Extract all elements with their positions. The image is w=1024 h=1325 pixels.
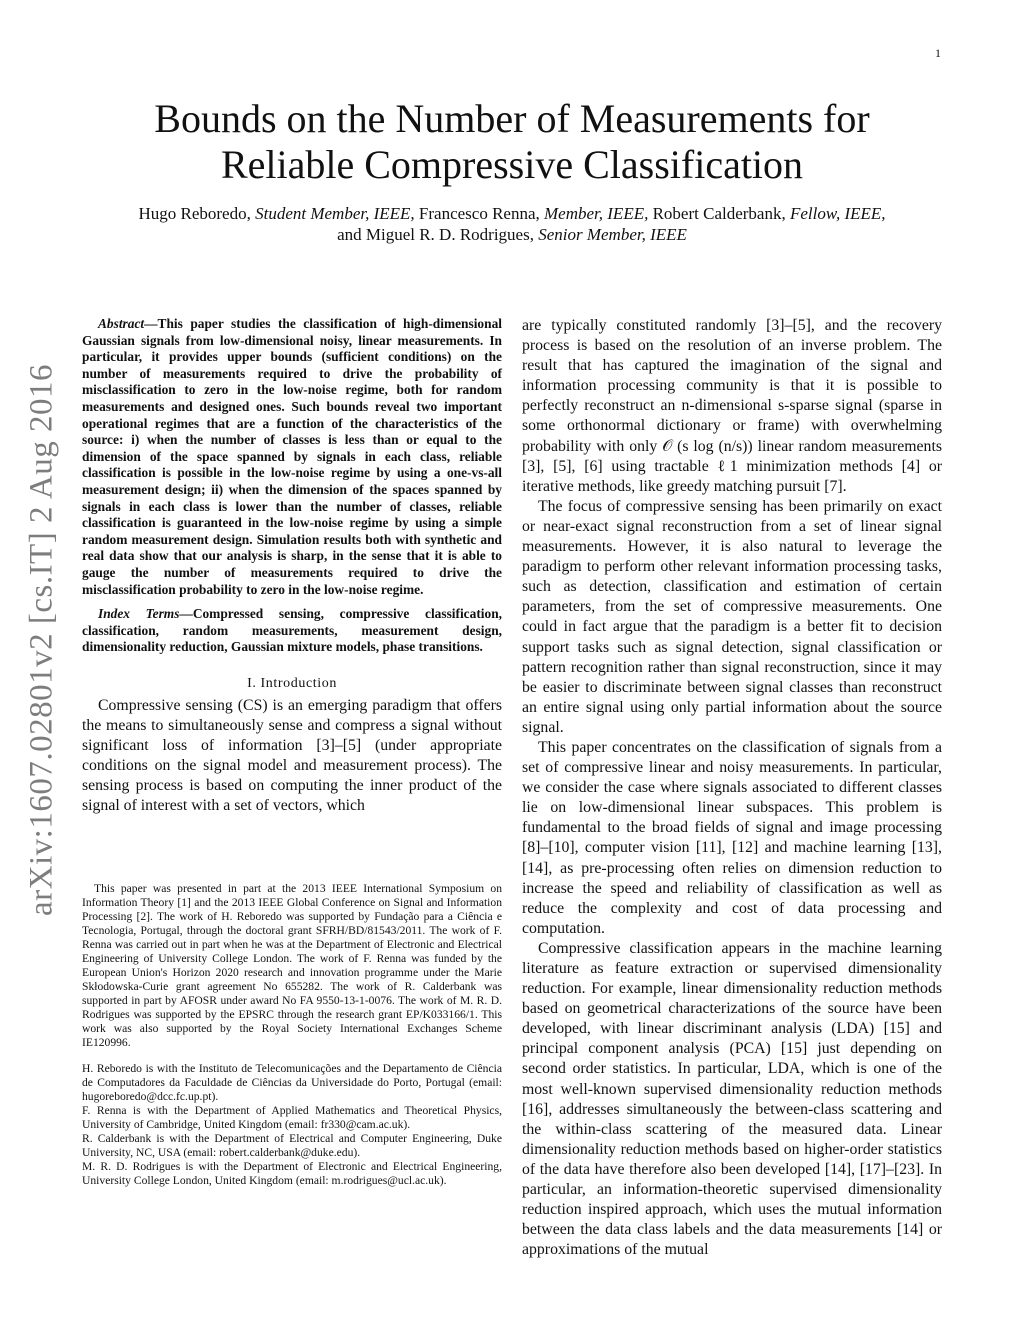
- intro-paragraph-3: This paper concentrates on the classification of signals from a set of compressive linear and noisy measurements. In particular, we consider the case where signals associated to different classes lie on low-dimensional linear subspaces. This problem is fundamental to the broad fields of signal and image processing [8]–[10], computer vision [11], [12] and machine learning [13], [14], as pre-processing often relies on dimension reduction to increase the speed and reliability of classification as well as reduce the complexity and cost of data processing and computation.: [522, 738, 942, 937]
- author-name: Francesco Renna,: [414, 204, 545, 223]
- author-membership: Senior Member, IEEE: [538, 225, 687, 244]
- arxiv-identifier-stamp: arXiv:1607.02801v2 [cs.IT] 2 Aug 2016: [23, 364, 60, 916]
- footnote-affiliation: R. Calderbank is with the Department of Electrical and Computer Engineering, Duke University, NC, USA (email: robert.calderbank@duke.edu).: [82, 1132, 502, 1159]
- title-line-1: Bounds on the Number of Measurements for: [154, 96, 870, 141]
- index-terms-lead: Index Terms: [98, 606, 180, 622]
- index-terms-text: —Compressed sensing, compressive classification, classification, random measurements, measurement design, dimensionality reduction, Gaussian mixture models, phase transitions.: [82, 606, 502, 655]
- right-column: [522, 316, 942, 1260]
- author-name: Robert Calderbank,: [648, 204, 790, 223]
- intro-paragraph-1: Compressive sensing (CS) is an emerging paradigm that offers the means to simultaneously sense and compress a signal without significant loss of information [3]–[5] (under appropriate conditions on the signal model and measurement process). The sensing process is based on computing the inner product of the signal of interest with a set of vectors, which: [82, 696, 502, 815]
- intro-paragraph-4: Compressive classification appears in the machine learning literature as feature extraction or supervised dimensionality reduction. For example, linear dimensionality reduction methods based on geometrical characterizations of the source have been developed, with linear discriminant analysis (LDA) [15] and principal component analysis (PCA) [15] just depending on second order statistics. In particular, LDA, which is one of the most well-known supervised dimensionality reduction methods [16], addresses simultaneously the between-class scattering and the within-class scattering of the measured data. Linear dimensionality reduction methods based on higher-order statistics of the data have therefore also been developed [14], [17]–[23]. In particular, an information-theoretic supervised dimensionality reduction inspired approach, which uses the mutual information between the data class labels and the data measurements [14] or approximations of the mutual: [522, 939, 942, 1259]
- footnote-affiliation: H. Reboredo is with the Instituto de Telecomunicações and the Departamento de Ciência de Computadores da Faculdade de Ciências da Universidade do Porto, Portugal (email: hugoreboredo@dcc.fc.up.pt).: [82, 1062, 502, 1103]
- abstract: [82, 316, 502, 598]
- author-membership: Student Member, IEEE,: [255, 204, 415, 223]
- paper-title: [100, 96, 924, 188]
- author-name: Hugo Reboredo,: [138, 204, 256, 223]
- index-terms: [82, 606, 502, 656]
- author-membership: Member, IEEE,: [544, 204, 649, 223]
- title-line-2: Reliable Compressive Classification: [220, 142, 804, 187]
- abstract-text: —This paper studies the classification of high-dimensional Gaussian signals from low-dimensional noisy, linear measurements. In particular, it provides upper bounds (sufficient conditions) on the number of measurements required to drive the probability of misclassification to zero in the low-noise regime, both for random measurements and designed ones. Such bounds reveal two important operational regimes that are a function of the characteristics of the source: i) when the number of classes is less than or equal to the dimension of the space spanned by signals in each class, reliable classification is possible in the low-noise regime by using a one-vs-all measurement design; ii) when the dimension of the spaces spanned by signals in each class is lower than the number of classes, reliable classification is guaranteed in the low-noise regime by using a simple random measurement design. Simulation results both with synthetic and real data show that our analysis is sharp, in the sense that it is able to gauge the number of measurements required to drive the misclassification probability to zero in the low-noise regime.: [82, 316, 502, 597]
- footnote-affiliation: M. R. D. Rodrigues is with the Department of Electronic and Electrical Engineering, University College London, United Kingdom (email: m.rodrigues@ucl.ac.uk).: [82, 1160, 502, 1187]
- author-membership: Fellow, IEEE,: [789, 204, 886, 223]
- footnote-funding: This paper was presented in part at the 2013 IEEE International Symposium on Information Theory [1] and the 2013 IEEE Global Conference on Signal and Information Processing [2]. The work of H. Reboredo was supported by Fundação para a Ciência e Tecnologia, Portugal, through the doctoral grant SFRH/BD/81543/2011. The work of F. Renna was carried out in part when he was at the Department of Electronic and Electrical Engineering of University College London. The work of F. Renna was funded by the European Union's Horizon 2020 research and innovation programme under the Marie Skłodowska-Curie grant agreement No 655282. The work of R. Calderbank was supported in part by AFOSR under award No FA 9550-13-1-0076. The work of M. R. D. Rodrigues was supported by the EPSRC through the research grant EP/K033166/1. This work was also supported by the Royal Society International Exchanges Scheme IE120996.: [82, 882, 502, 1049]
- intro-paragraph-2: The focus of compressive sensing has been primarily on exact or near-exact signal reconstruction from a set of linear signal measurements. However, it is also natural to leverage the paradigm to perform other relevant information processing tasks, such as detection, classification and estimation of certain parameters, from the set of compressive measurements. One could in fact argue that the paradigm is a better fit to decision support tasks such as signal detection, signal classification or pattern recognition rather than signal reconstruction, since it may be easier to discriminate between signal classes than reconstruct an entire signal using only partial information about the source signal.: [522, 497, 942, 736]
- section-heading-introduction: I. Introduction: [247, 675, 337, 691]
- intro-paragraph-1-continued: are typically constituted randomly [3]–[5], and the recovery process is based on the resolution of an inverse problem. The result that has captured the imagination of the signal and information processing community is that it is possible to perfectly reconstruct an n-dimensional s-sparse signal (sparse in some orthonormal dictionary or frame) with overwhelming probability with only 𝒪 (s log (n/s)) linear random measurements [3], [5], [6] using tractable ℓ1 minimization methods [4] or iterative methods, like greedy matching pursuit [7].: [522, 317, 942, 495]
- author-list: [60, 203, 964, 245]
- author-name: and Miguel R. D. Rodrigues,: [337, 225, 539, 244]
- left-column: [82, 316, 502, 816]
- abstract-lead: Abstract: [98, 316, 145, 331]
- footnote-affiliation: F. Renna is with the Department of Applied Mathematics and Theoretical Physics, University of Cambridge, United Kingdom (email: fr330@cam.ac.uk).: [82, 1104, 502, 1131]
- footnotes: [82, 882, 502, 1188]
- page-number: 1: [935, 46, 941, 60]
